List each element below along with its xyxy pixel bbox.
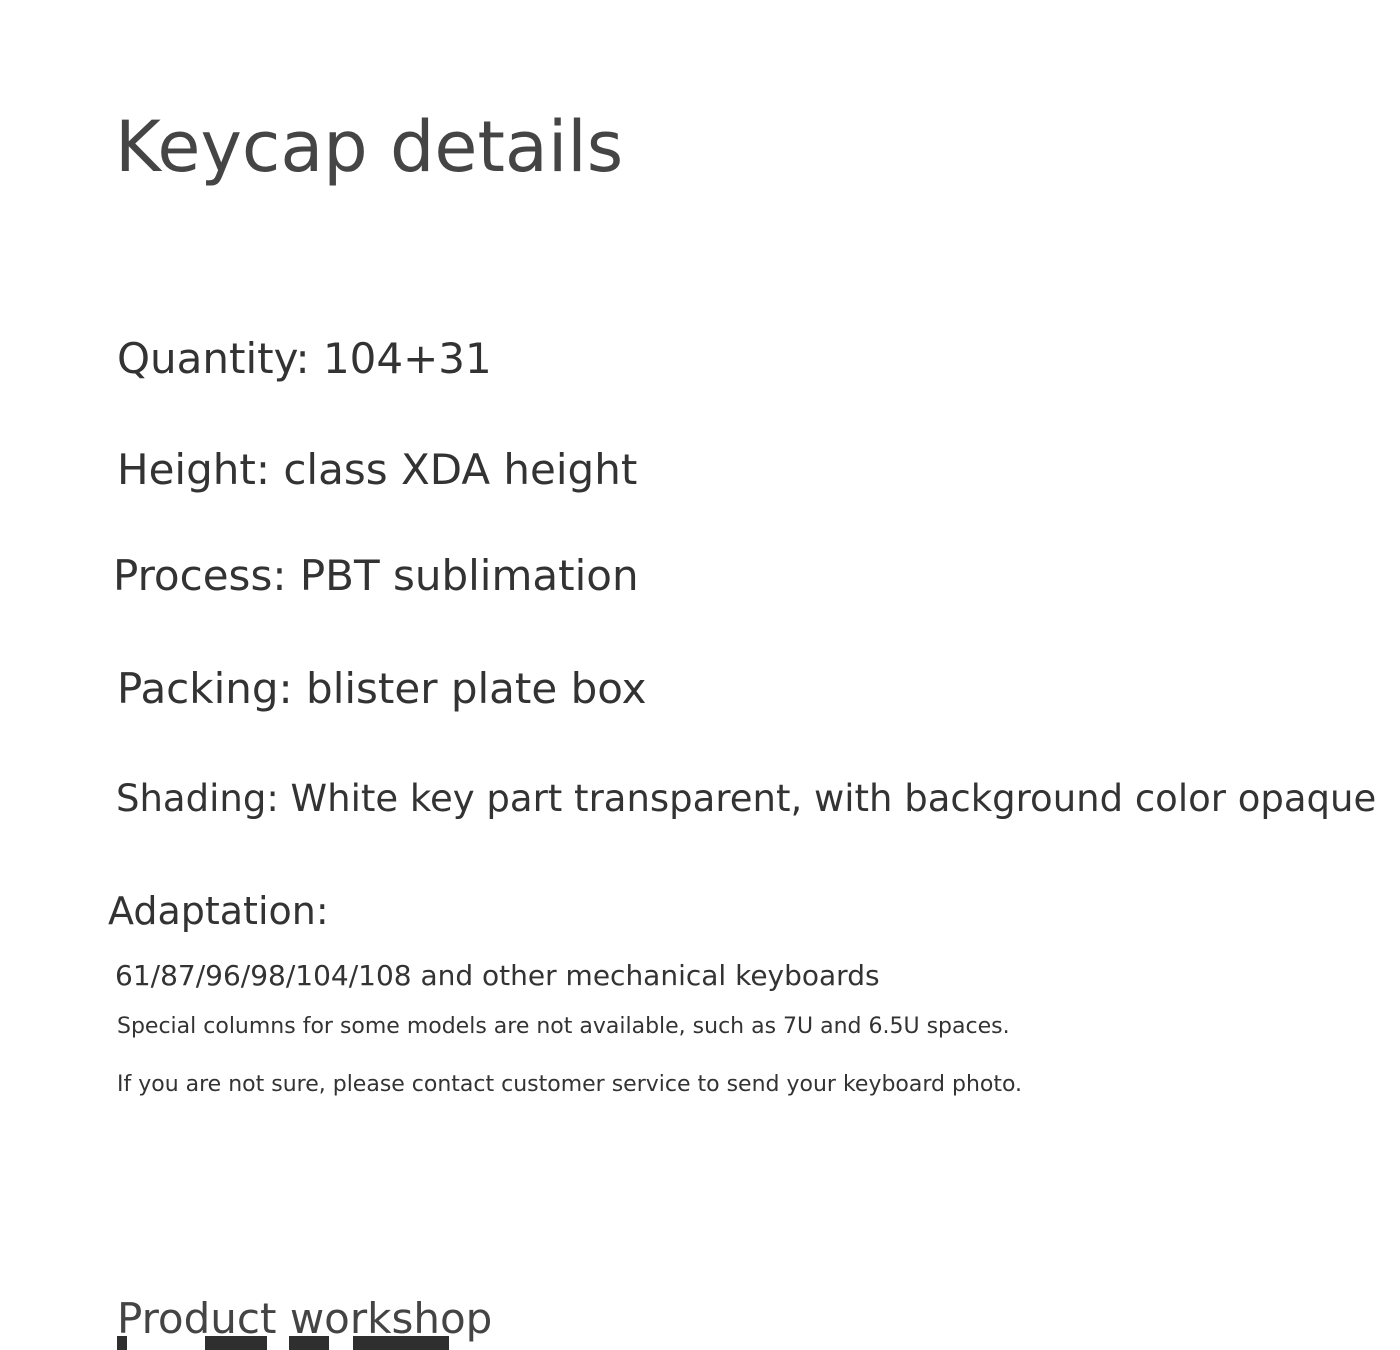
packing-spec: Packing: blister plate box (117, 664, 647, 713)
height-spec: Height: class XDA height (117, 445, 638, 494)
workshop-heading: Product workshop (117, 1294, 493, 1343)
special-columns-note: Special columns for some models are not available, such as 7U and 6.5U spaces. (117, 1014, 1010, 1039)
contact-service-note: If you are not sure, please contact customer service to send your keyboard photo. (117, 1072, 1023, 1097)
adaptation-heading: Adaptation: (108, 889, 329, 933)
page-title: Keycap details (115, 106, 624, 188)
shading-spec: Shading: White key part transparent, with background color opaque (116, 777, 1377, 820)
quantity-spec: Quantity: 104+31 (117, 334, 492, 383)
compatible-keyboards: 61/87/96/98/104/108 and other mechanical keyboards (115, 959, 880, 992)
process-spec: Process: PBT sublimation (113, 551, 639, 600)
